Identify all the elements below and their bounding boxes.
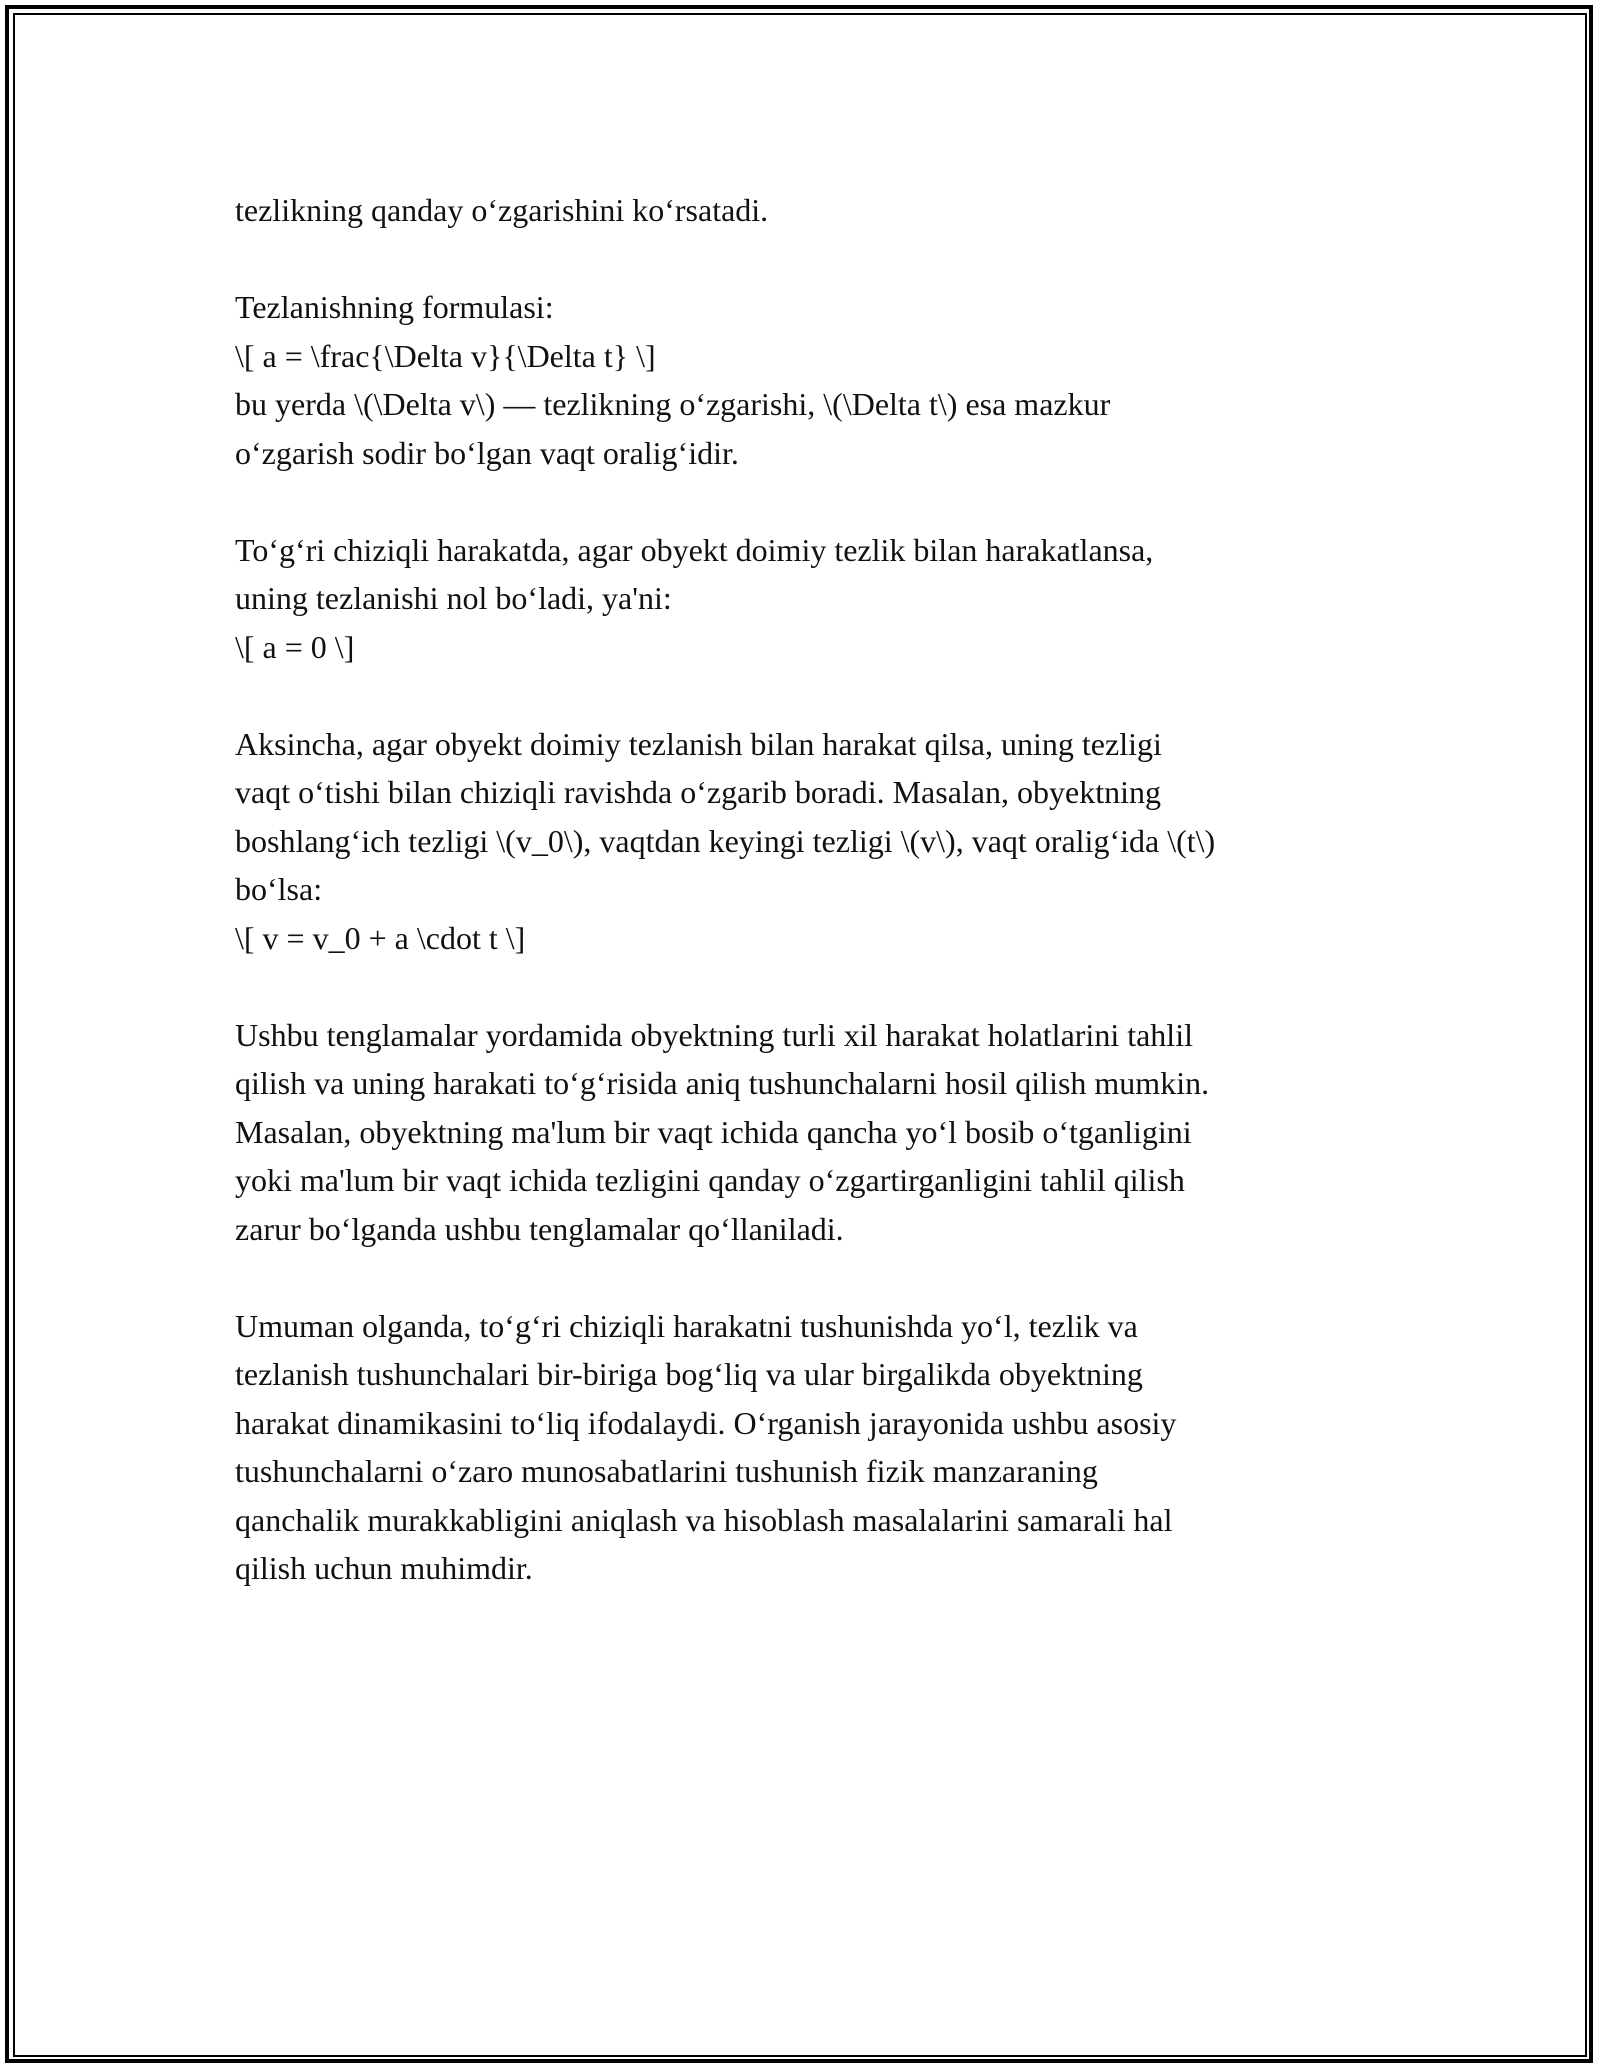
paragraph-gap [235,962,1385,1011]
text-line: qanchalik murakkabligini aniqlash va hisoblash masalalarini samarali hal [235,1501,1173,1538]
paragraph-gap [235,235,1385,284]
text-line: tezlikning qanday o‘zgarishini ko‘rsatadi. [235,192,769,228]
text-line: tezlanish tushunchalari bir-biriga bog‘liq va ular birgalikda obyektning [235,1356,1143,1392]
paragraph-gap [235,1253,1385,1302]
document-body [235,186,1385,1593]
paragraph-2 [235,283,1385,477]
text-line: tushunchalarni o‘zaro munosabatlarini tushunish fizik manzaraning [235,1453,1098,1489]
paragraph-6 [235,1302,1385,1593]
formula-line: \[ v = v_0 + a \cdot t \] [235,919,526,956]
text-line: Umuman olganda, to‘g‘ri chiziqli harakatni tushunishda yo‘l, tezlik va [235,1307,1138,1344]
text-line: vaqt o‘tishi bilan chiziqli ravishda o‘zgarib boradi. Masalan, obyektning [235,774,1161,810]
paragraph-3 [235,526,1385,672]
paragraph-5 [235,1011,1385,1254]
text-line: Aksincha, agar obyekt doimiy tezlanish bilan harakat qilsa, uning tezligi [235,725,1162,762]
text-line: Tezlanishning formulasi: [235,289,554,325]
paragraph-4 [235,720,1385,963]
text-line: Masalan, obyektning ma'lum bir vaqt ichida qancha yo‘l bosib o‘tganligini [235,1113,1192,1150]
paragraph-gap [235,477,1385,526]
text-line: To‘g‘ri chiziqli harakatda, agar obyekt doimiy tezlik bilan harakatlansa, [235,531,1154,568]
paragraph-1 [235,186,1385,235]
text-line: qilish va uning harakati to‘g‘risida aniq tushunchalarni hosil qilish mumkin. [235,1065,1210,1101]
text-line: Ushbu tenglamalar yordamida obyektning turli xil harakat holatlarini tahlil [235,1016,1193,1053]
text-line: boshlang‘ich tezligi \(v_0\), vaqtdan keyingi tezligi \(v\), vaqt oralig‘ida \(t\) [235,822,1216,859]
text-line: uning tezlanishi nol bo‘ladi, ya'ni: [235,580,672,616]
text-line: harakat dinamikasini to‘liq ifodalaydi. O‘rganish jarayonida ushbu asosiy [235,1404,1177,1441]
text-line: bo‘lsa: [235,871,323,907]
text-line: qilish uchun muhimdir. [235,1550,533,1586]
formula-line: \[ a = 0 \] [235,628,355,665]
text-line: o‘zgarish sodir bo‘lgan vaqt oralig‘idir. [235,434,739,471]
formula-line: \[ a = \frac{\Delta v}{\Delta t} \] [235,337,656,374]
paragraph-gap [235,671,1385,720]
text-line: zarur bo‘lganda ushbu tenglamalar qo‘llaniladi. [235,1210,844,1247]
text-line: yoki ma'lum bir vaqt ichida tezligini qanday o‘zgartirganligini tahlil qilish [235,1162,1185,1198]
text-line: bu yerda \(\Delta v\) — tezlikning o‘zgarishi, \(\Delta t\) esa mazkur [235,386,1111,422]
